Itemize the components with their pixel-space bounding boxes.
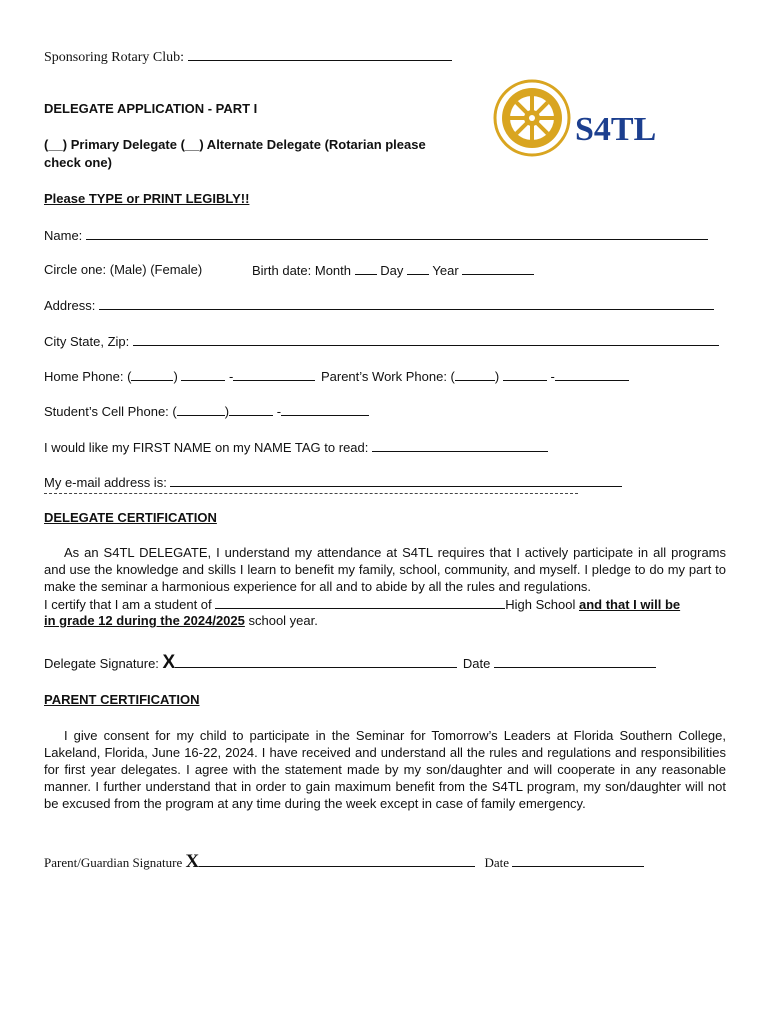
parent-prefix-field[interactable] [503,368,547,381]
cell-area-code-field[interactable] [177,403,225,416]
parent-area-code-field[interactable] [455,368,495,381]
delegate-date-field[interactable] [494,655,656,668]
grade-commitment-part2: in grade 12 during the 2024/2025 [44,613,245,628]
sponsoring-club-field[interactable] [188,48,452,61]
parent-cert-paragraph: I give consent for my child to participate in the Seminar for Tomorrow’s Leaders at Florida Southern College, Lakeland, Florida, June 16-22, 2024. I have received and understand all the rules and regulations and responsibilities for first year delegates. I agree with the statement made by my son/daughter and will cooperate in any reasonable manner. I further understand that in order to gain maximum benefit from the S4TL program, my son/daughter will not be excused from the program at any time during the week except in case of family emergency. [44,728,726,811]
delegate-signature-row [44,652,656,674]
logo-wordmark: S4TL [575,111,657,148]
cell-phone-row: Student’s Cell Phone: ( ) - [44,403,369,419]
cell-phone-label: Student’s Cell Phone: ( [44,404,177,419]
birth-date-row [252,262,534,278]
parent-date-label: Date [484,855,510,870]
birth-year-field[interactable] [462,262,534,275]
name-tag-row [44,439,548,455]
signature-x-mark: X [162,652,176,673]
city-label: City State, Zip: [44,334,130,349]
address-row [44,297,714,313]
city-row [44,333,719,349]
name-row [44,227,708,243]
phone-row: Home Phone: ( ) - Parent’s Work Phone: ( ) - [44,368,629,384]
parent-date-field[interactable] [512,854,644,867]
birth-month-field[interactable] [355,262,377,275]
sponsoring-club-row [44,48,452,66]
birth-day-field[interactable] [407,262,429,275]
cell-number-field[interactable] [281,403,369,416]
parent-number-field[interactable] [555,368,629,381]
form-title: DELEGATE APPLICATION - PART I [44,101,258,116]
high-school-field[interactable] [215,596,505,609]
email-label: My e-mail address is: [44,475,167,490]
address-field[interactable] [99,297,714,310]
birth-month-label: Birth date: Month [252,263,351,278]
email-row [44,474,622,490]
home-phone-label: Home Phone: ( [44,369,132,384]
email-field[interactable] [170,474,622,487]
s4tl-rotary-logo [492,76,672,160]
parent-signature-row [44,851,644,873]
grade-commitment-part1: and that I will be [579,597,681,612]
cell-prefix-field[interactable] [229,403,273,416]
delegate-choice-line2: check one) [44,155,112,170]
delegate-date-label: Date [462,656,491,671]
delegate-signature-label: Delegate Signature: [44,656,159,671]
birth-year-label: Year [432,263,459,278]
section-divider [44,493,578,494]
name-field[interactable] [86,227,708,240]
parent-signature-field[interactable] [199,854,475,867]
home-area-code-field[interactable] [131,368,173,381]
home-prefix-field[interactable] [181,368,225,381]
delegate-cert-paragraph: As an S4TL DELEGATE, I understand my attendance at S4TL requires that I actively participate in all programs and use the knowledge and skills I learn to benefit my family, school, community, and myself. I pledge to do my part to make the seminar a harmonious experience for all and to abide by all the rules and regulations. [44,545,726,594]
parent-signature-label: Parent/Guardian Signature [44,855,183,870]
rotary-wheel-icon [495,81,569,155]
grade-row [44,613,318,628]
gender-select[interactable]: Circle one: (Male) (Female) [44,262,203,277]
parent-cert-heading: PARENT CERTIFICATION [44,692,200,707]
delegate-choice-line1[interactable]: (__) Primary Delegate (__) Alternate Delegate (Rotarian please [44,137,426,152]
name-tag-field[interactable] [372,439,548,452]
high-school-label: High School [505,597,576,612]
parent-phone-label: Parent’s Work Phone: ( [320,369,455,384]
address-label: Address: [44,298,96,313]
birth-day-label: Day [380,263,404,278]
city-state-zip-field[interactable] [133,333,719,346]
certify-prefix: I certify that I am a student of [44,597,212,612]
delegate-signature-field[interactable] [175,655,457,668]
print-instruction: Please TYPE or PRINT LEGIBLY!! [44,191,250,206]
parent-signature-x-mark: X [185,851,200,872]
name-tag-label: I would like my FIRST NAME on my NAME TAG to read: [44,440,369,455]
sponsoring-club-label: Sponsoring Rotary Club: [44,50,185,65]
home-number-field[interactable] [233,368,315,381]
school-year-text: school year. [248,613,318,628]
delegate-cert-heading: DELEGATE CERTIFICATION [44,510,217,525]
name-label: Name: [44,228,83,243]
certify-row [44,596,680,612]
